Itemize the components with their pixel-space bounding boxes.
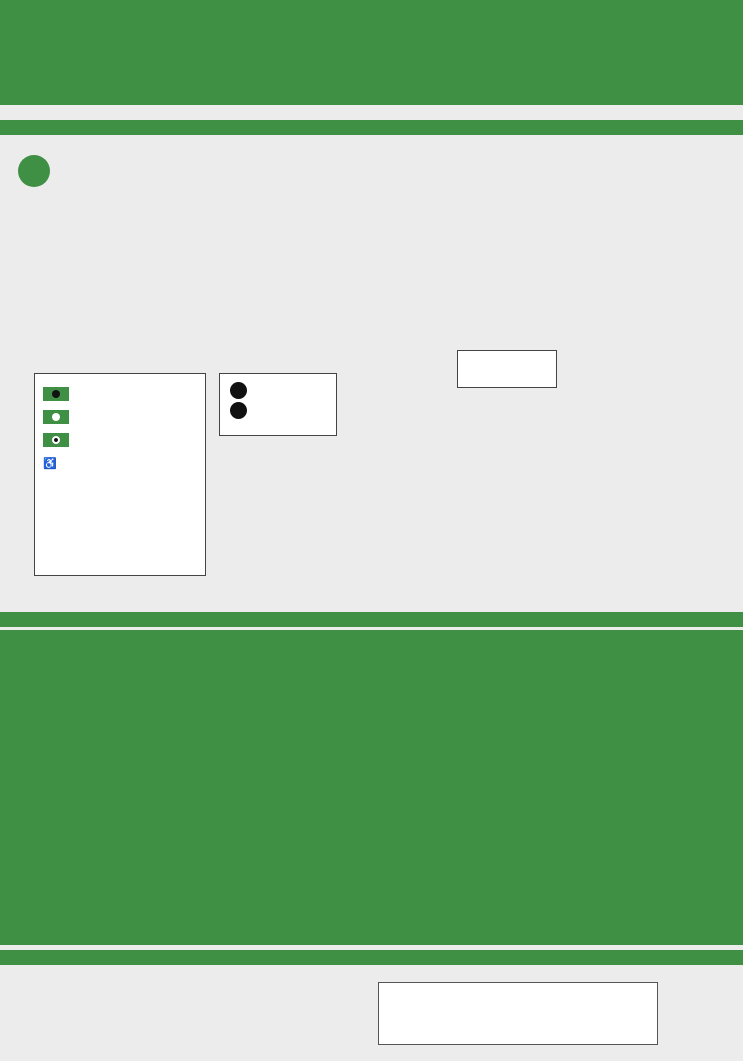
transfer-full-time xyxy=(230,382,326,399)
line-badges xyxy=(80,972,410,1061)
title-banner xyxy=(0,0,743,105)
full-time-icon xyxy=(43,387,69,401)
timetable-panel xyxy=(0,630,743,945)
part-time-icon xyxy=(43,410,69,424)
transfer-badge xyxy=(230,402,247,419)
transfer-badge xyxy=(230,382,247,399)
divider-band xyxy=(0,612,743,627)
service-full-time xyxy=(43,385,197,401)
service-accessible xyxy=(43,454,197,470)
route-header xyxy=(18,155,60,187)
station-service-legend xyxy=(34,373,206,576)
transfer-points-legend xyxy=(219,373,337,436)
transfer-part-time xyxy=(230,402,326,419)
night-service-icon xyxy=(43,433,69,447)
service-part-time xyxy=(43,408,197,424)
divider-band xyxy=(0,950,743,965)
free-transfer-note xyxy=(457,350,557,388)
destination-legend xyxy=(378,982,658,1045)
service-night xyxy=(43,431,197,447)
divider-band xyxy=(0,120,743,135)
route-badge xyxy=(18,155,50,187)
wheelchair-icon: ♿ xyxy=(43,457,57,470)
